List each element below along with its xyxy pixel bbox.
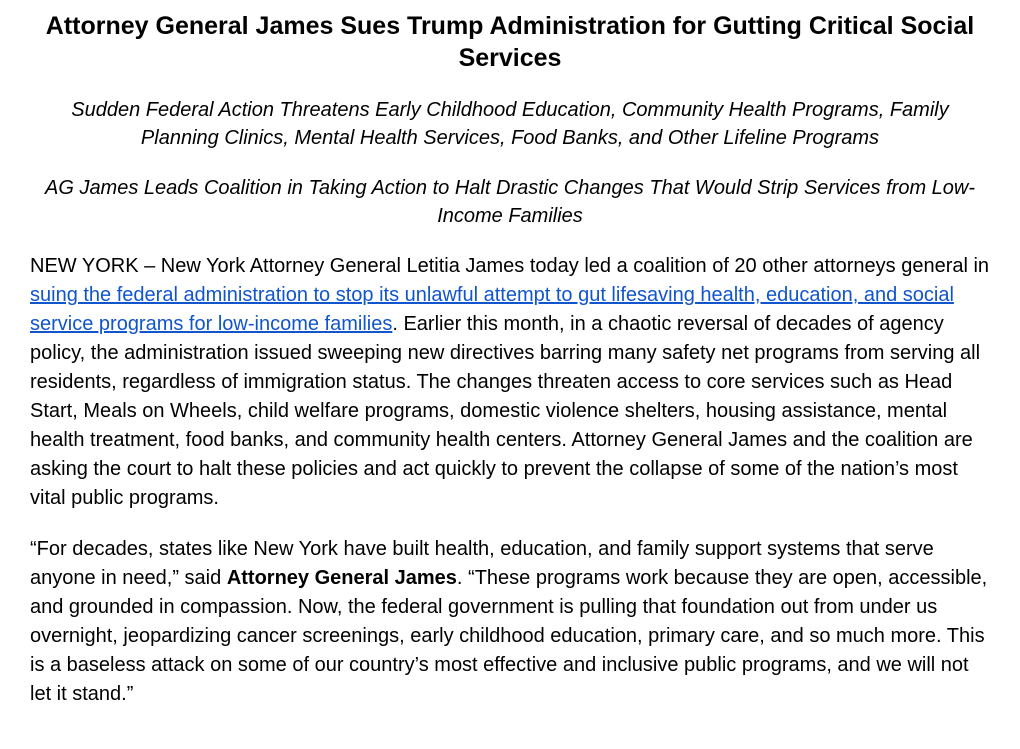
page-title: Attorney General James Sues Trump Administration for Gutting Critical Social Services — [45, 12, 975, 72]
body-paragraph-1 — [30, 252, 990, 513]
speaker-name: Attorney General James — [226, 567, 457, 589]
press-release-page — [0, 10, 1020, 749]
paragraph-1-lead-text: NEW YORK – New York Attorney General Letitia James today led a coalition of 20 other attorneys general in — [30, 255, 990, 277]
paragraph-1-trailing-text: . Earlier this month, in a chaotic reversal of decades of agency policy, the administration issued sweeping new directives barring many safety net programs from serving all residents, regardless of immigration status. The changes threaten access to core services such as Head Start, Meals on Wheels, child welfare programs, domestic violence shelters, housing assistance, mental health treatment, food banks, and community health centers. Attorney General James and the coalition are asking the court to halt these policies and act quickly to prevent the collapse of some of the nation’s most vital public programs. — [30, 313, 981, 509]
quote-lead-text: “For decades, states like New York have built health, education, and family support systems that serve anyone in need,” said — [30, 538, 934, 589]
subheadline-1: Sudden Federal Action Threatens Early Childhood Education, Community Health Programs, Family Planning Clinics, Mental Health Services, Food Banks, and Other Lifeline Programs — [71, 99, 949, 149]
subheadline-2: AG James Leads Coalition in Taking Action to Halt Drastic Changes That Would Strip Services from Low-Income Families — [44, 177, 976, 227]
body-paragraph-2 — [30, 535, 990, 709]
quote-trailing-text: . “These programs work because they are open, accessible, and grounded in compassion. Now, the federal government is pulling that foundation out from under us overnight, jeopardizing cancer screenings, early childhood education, primary care, and so much more. This is a baseless attack on some of our country’s most effective and inclusive public programs, and we will not let it stand.” — [30, 567, 988, 705]
lawsuit-link[interactable]: suing the federal administration to stop its unlawful attempt to gut lifesaving health, education, and social service programs for low-income families — [30, 284, 954, 335]
